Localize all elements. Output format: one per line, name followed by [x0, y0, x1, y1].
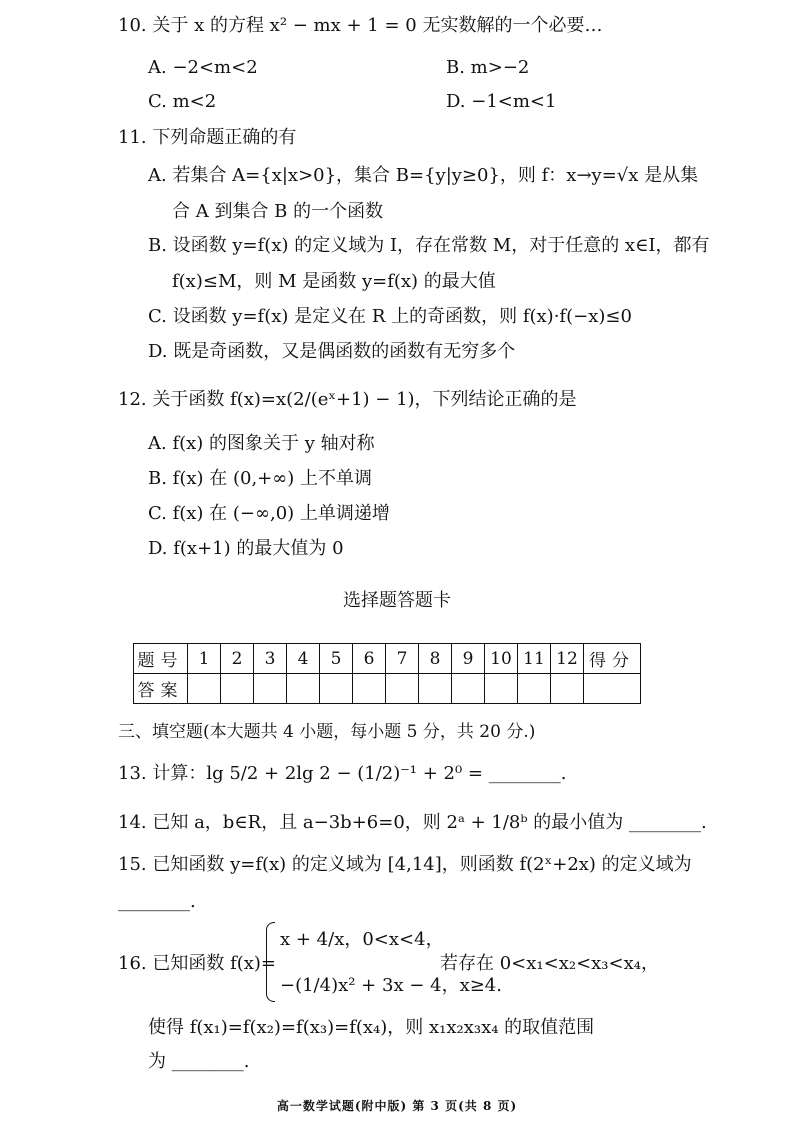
answer-cell[interactable] [485, 674, 518, 704]
answer-label: 答案 [134, 674, 188, 704]
question-number: 1 [188, 644, 221, 674]
piecewise-brace [266, 922, 275, 1002]
question-number: 4 [287, 644, 320, 674]
question-number: 7 [386, 644, 419, 674]
question-number-label: 题号 [134, 644, 188, 674]
q11-option-d: D. 既是奇函数，又是偶函数的函数有无穷多个 [148, 341, 516, 362]
answer-card-table [133, 643, 641, 704]
q15-line2: ________. [118, 891, 196, 912]
q11-option-b-line2: f(x)≤M，则 M 是函数 y=f(x) 的最大值 [172, 271, 496, 292]
question-number: 11 [518, 644, 551, 674]
q12-stem: 12. 关于函数 f(x)=x(2/(eˣ+1) − 1)，下列结论正确的是 [118, 389, 577, 410]
q13: 13. 计算：lg 5/2 + 2lg 2 − (1/2)⁻¹ + 2⁰ = ________. [118, 763, 567, 784]
answer-cell[interactable] [551, 674, 584, 704]
q16-suffix: 若存在 0<x₁<x₂<x₃<x₄， [440, 953, 659, 974]
q11-option-a-line2: 合 A 到集合 B 的一个函数 [172, 201, 384, 222]
score-label: 得分 [584, 644, 641, 674]
answer-cell[interactable] [188, 674, 221, 704]
answer-cell[interactable] [287, 674, 320, 704]
answer-cell[interactable] [254, 674, 287, 704]
question-number: 12 [551, 644, 584, 674]
question-number: 8 [419, 644, 452, 674]
q12-option-b: B. f(x) 在 (0,+∞) 上不单调 [148, 468, 372, 489]
question-number: 6 [353, 644, 386, 674]
answer-card-row-numbers [134, 644, 641, 674]
answer-cell[interactable] [320, 674, 353, 704]
q16-prefix: 16. 已知函数 f(x)= [118, 953, 277, 974]
question-number: 2 [221, 644, 254, 674]
q11-option-c: C. 设函数 y=f(x) 是定义在 R 上的奇函数，则 f(x)·f(−x)≤0 [148, 306, 632, 327]
score-cell[interactable] [584, 674, 641, 704]
answer-card-title: 选择题答题卡 [343, 590, 451, 611]
q16-case2: −(1/4)x² + 3x − 4，x≥4. [280, 975, 502, 996]
page-footer: 高一数学试题(附中版) 第 3 页(共 8 页) [276, 1099, 518, 1113]
q16-line3: 为 ________. [148, 1051, 250, 1072]
q10-option-b: B. m>−2 [446, 57, 530, 78]
answer-cell[interactable] [419, 674, 452, 704]
q10-option-c: C. m<2 [148, 91, 217, 112]
question-number: 9 [452, 644, 485, 674]
section-3-heading: 三、填空题(本大题共 4 小题，每小题 5 分，共 20 分.) [118, 722, 536, 742]
q10-option-a: A. −2<m<2 [148, 57, 258, 78]
answer-cell[interactable] [518, 674, 551, 704]
q11-option-b-line1: B. 设函数 y=f(x) 的定义域为 I，存在常数 M，对于任意的 x∈I，都有 [148, 235, 710, 256]
question-number: 5 [320, 644, 353, 674]
q16-line2: 使得 f(x₁)=f(x₂)=f(x₃)=f(x₄)，则 x₁x₂x₃x₄ 的取值范围 [148, 1017, 595, 1038]
answer-cell[interactable] [221, 674, 254, 704]
q15-line1: 15. 已知函数 y=f(x) 的定义域为 [4,14]，则函数 f(2ˣ+2x) 的定义域为 [118, 854, 692, 875]
answer-cell[interactable] [452, 674, 485, 704]
q10-stem: 10. 关于 x 的方程 x² − mx + 1 = 0 无实数解的一个必要… [118, 15, 603, 36]
answer-cell[interactable] [386, 674, 419, 704]
question-number: 3 [254, 644, 287, 674]
q12-option-c: C. f(x) 在 (−∞,0) 上单调递增 [148, 503, 390, 524]
q12-option-a: A. f(x) 的图象关于 y 轴对称 [148, 433, 375, 454]
q11-stem: 11. 下列命题正确的有 [118, 127, 297, 148]
q16-case1: x + 4/x，0<x<4， [280, 929, 444, 950]
q10-option-d: D. −1<m<1 [446, 91, 557, 112]
answer-cell[interactable] [353, 674, 386, 704]
q12-option-d: D. f(x+1) 的最大值为 0 [148, 538, 344, 559]
question-number: 10 [485, 644, 518, 674]
answer-card-row-answers [134, 674, 641, 704]
q11-option-a-line1: A. 若集合 A={x|x>0}，集合 B={y|y≥0}，则 f：x→y=√x 是从集 [148, 165, 699, 186]
q14: 14. 已知 a，b∈R，且 a−3b+6=0，则 2ᵃ + 1/8ᵇ 的最小值为 ________. [118, 812, 707, 833]
